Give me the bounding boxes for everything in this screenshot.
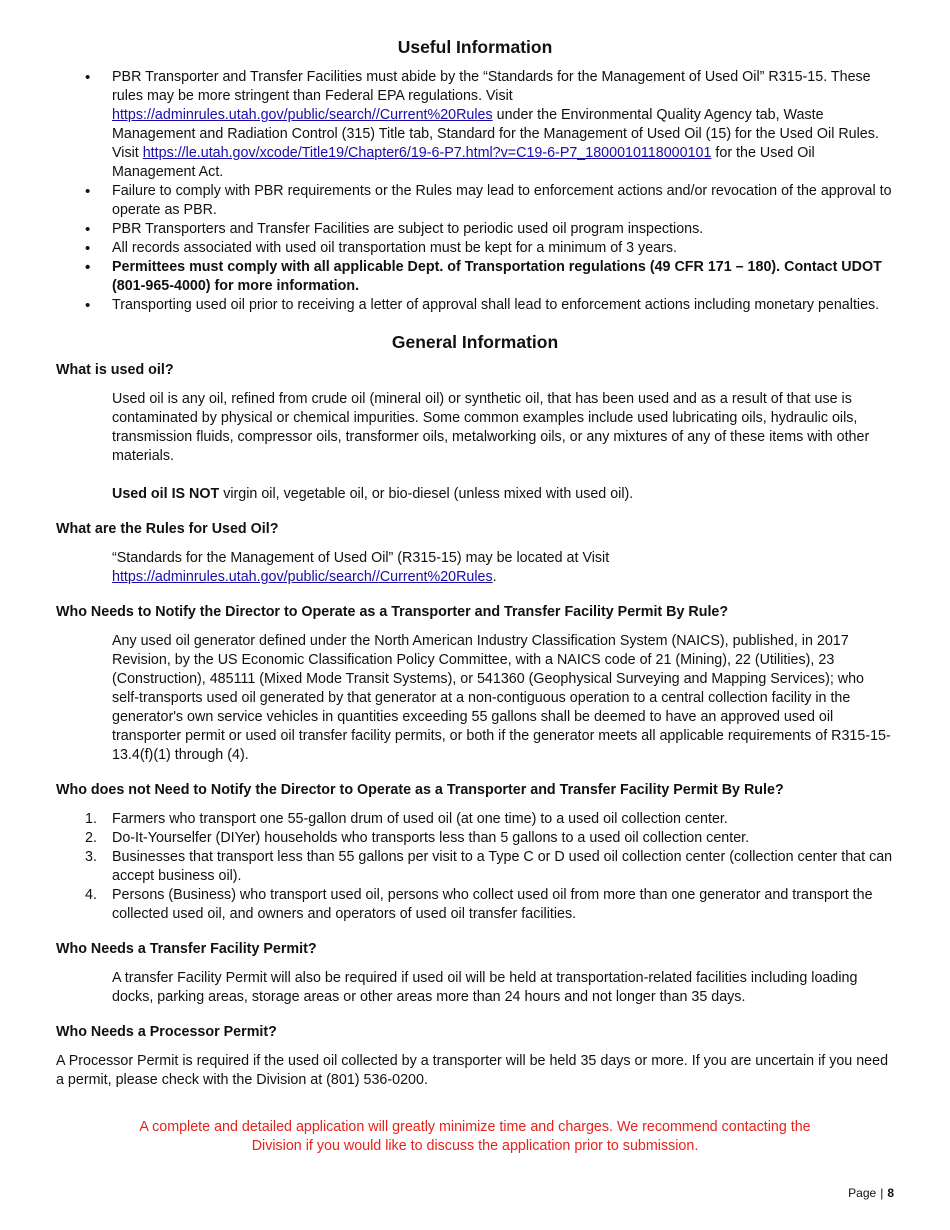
answer-paragraph xyxy=(56,485,894,504)
footer-separator: | xyxy=(880,1186,884,1200)
emphasis-text: Used oil IS NOT xyxy=(112,486,220,502)
question-heading-used-oil: What is used oil? xyxy=(56,362,174,378)
used-oil-act-link[interactable]: https://le.utah.gov/xcode/Title19/Chapter6/19-6-P7.html?v=C19-6-P7_1800010118000101 xyxy=(142,145,712,161)
list-item: • Permittees must comply with all applicable Dept. of Transportation regulations (49 CFR 171 – 180). Contact UDOT (801-965-4000) for more information. xyxy=(56,258,894,296)
list-item: • Failure to comply with PBR requirements or the Rules may lead to enforcement actions and/or revocation of the approval to operate as PBR. xyxy=(56,182,894,220)
general-information-heading: General Information xyxy=(391,332,559,352)
list-text: Businesses that transport less than 55 gallons per visit to a Type C or D used oil collection center (collection center that can accept business oil). xyxy=(112,849,893,884)
adminrules-link[interactable]: https://adminrules.utah.gov/public/search//Current%20Rules xyxy=(112,107,493,123)
useful-information-heading: Useful Information xyxy=(397,37,553,57)
question-heading-processor-permit: Who Needs a Processor Permit? xyxy=(56,1024,277,1040)
list-number: 3. xyxy=(85,849,97,865)
list-item: • All records associated with used oil transportation must be kept for a minimum of 3 years. xyxy=(56,239,894,258)
answer-paragraph: Used oil is any oil, refined from crude oil (mineral oil) or synthetic oil, that has been used and as a result of that use is contaminated by physical or chemical impurities. Some common examples include used lubricating oils, hydraulic oils, transmission fluids, compressor oils, transformer oils, metalworking oils, or any mixtures of any of these items with other materials. xyxy=(112,391,870,464)
paragraph-text: virgin oil, vegetable oil, or bio-diesel (unless mixed with used oil). xyxy=(219,486,634,502)
list-number: 2. xyxy=(85,830,97,846)
list-item xyxy=(56,68,894,182)
list-item xyxy=(56,848,894,886)
bullet-text: under the Environmental Quality Agency tab, Waste Management and Radiation Control (315) Title tab, Standard for the Management of Used Oil (15) for the Used Oil Rules. Visit xyxy=(112,107,879,161)
exemption-list xyxy=(56,810,894,924)
list-number: 1. xyxy=(85,811,97,827)
paragraph-text: . xyxy=(492,569,497,585)
question-heading-rules: What are the Rules for Used Oil? xyxy=(56,521,279,537)
question-heading-who-needs-notify: Who Needs to Notify the Director to Operate as a Transporter and Transfer Facility Permit By Rule? xyxy=(56,604,729,620)
question-heading-who-does-not-notify: Who does not Need to Notify the Director to Operate as a Transporter and Transfer Facility Permit By Rule? xyxy=(56,782,784,798)
answer-paragraph: A transfer Facility Permit will also be required if used oil will be held at transportation-related facilities including loading docks, parking areas, storage areas or other areas more than 24 hours and not longer than 35 days. xyxy=(112,970,858,1005)
list-item: • Transporting used oil prior to receiving a letter of approval shall lead to enforcement actions including monetary penalties. xyxy=(56,296,894,315)
application-notice: A complete and detailed application will greatly minimize time and charges. We recommend contacting the Division if you would like to discuss the application prior to submission. xyxy=(139,1119,811,1154)
answer-paragraph: A Processor Permit is required if the used oil collected by a transporter will be held 35 days or more. If you are uncertain if you need a permit, please check with the Division at (801) 536-0200. xyxy=(56,1053,889,1088)
useful-information-list xyxy=(56,68,894,315)
bullet-text: for the Used Oil Management Act. xyxy=(112,145,815,180)
page-footer xyxy=(848,1184,894,1203)
paragraph-text: “Standards for the Management of Used Oil” (R315-15) may be located at Visit xyxy=(112,550,610,566)
adminrules-link[interactable]: https://adminrules.utah.gov/public/search//Current%20Rules xyxy=(112,569,493,585)
list-item xyxy=(56,829,894,848)
list-item: • PBR Transporters and Transfer Facilities are subject to periodic used oil program inspections. xyxy=(56,220,894,239)
list-text: Persons (Business) who transport used oil, persons who collect used oil from more than one generator and transport the collected used oil, and owners and operators of used oil transfer facilities. xyxy=(112,887,873,922)
question-heading-transfer-facility: Who Needs a Transfer Facility Permit? xyxy=(56,941,317,957)
list-item xyxy=(56,886,894,924)
list-text: Farmers who transport one 55-gallon drum of used oil (at one time) to a used oil collection center. xyxy=(112,811,728,827)
answer-paragraph xyxy=(56,549,894,587)
page-number: 8 xyxy=(887,1186,894,1200)
list-text: Do-It-Yourselfer (DIYer) households who transports less than 5 gallons to a used oil collection center. xyxy=(112,830,750,846)
list-number: 4. xyxy=(85,887,97,903)
answer-paragraph: Any used oil generator defined under the North American Industry Classification System (NAICS), published, in 2017 Revision, by the US Economic Classification Policy Committee, with a NAICS code of 21 (Mining), 22 (Utilities), 23 (Construction), 485111 (Mixed Mode Transit Systems), or 541360 (Geophysical Surveying and Mapping Services); who self-transports used oil generated by that generator at a non-contiguous operation to a central collection facility in the generator's own service vehicles in quantities exceeding 55 gallons shall be deemed to have an approved used oil transporter permit or used oil transfer facility permits, or both if the generator meets all applicable requirements of R315-15-13.4(f)(1) through (4). xyxy=(112,633,891,763)
page-label: Page xyxy=(848,1186,877,1200)
list-item xyxy=(56,810,894,829)
bullet-text: PBR Transporter and Transfer Facilities must abide by the “Standards for the Management of Used Oil” R315-15. These rules may be more stringent than Federal EPA regulations. Visit xyxy=(112,69,871,104)
